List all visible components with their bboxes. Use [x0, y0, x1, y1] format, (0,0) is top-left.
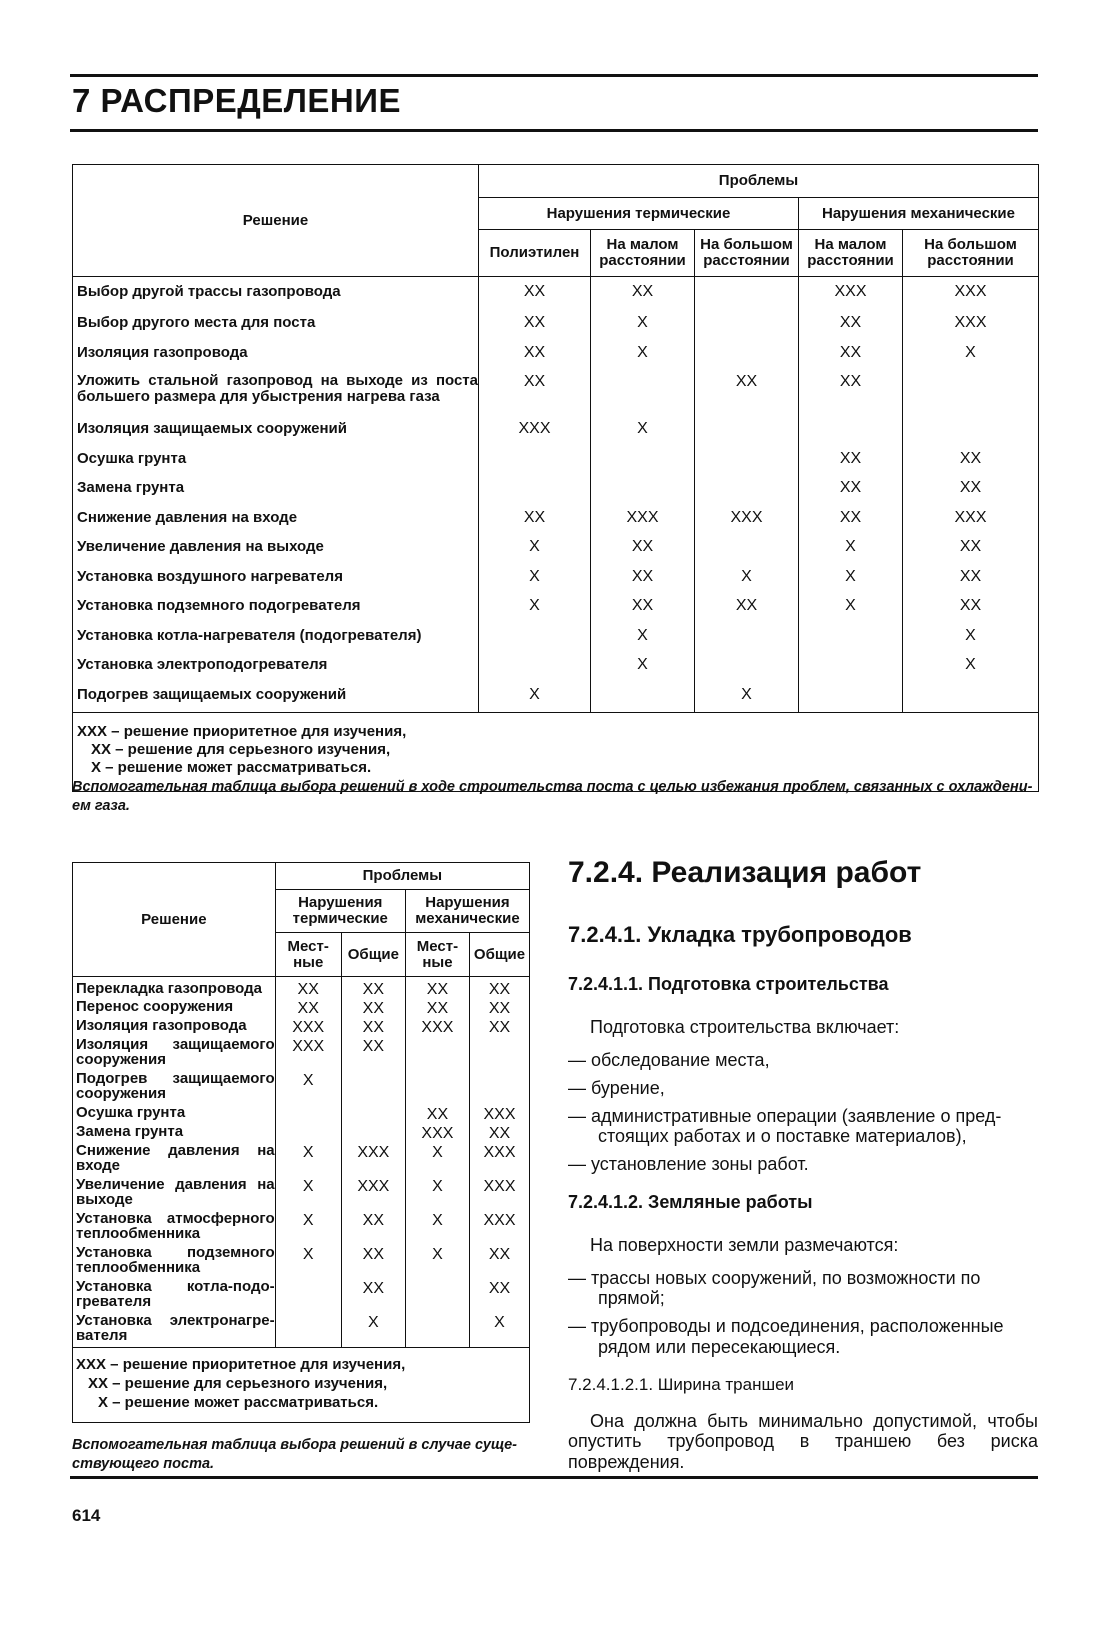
- rating-cell: [903, 370, 1039, 417]
- row-label: Установка подземного подогревателя: [73, 594, 479, 624]
- rating-cell: [479, 624, 591, 654]
- rating-cell: XXX: [469, 1143, 529, 1177]
- rating-cell: [695, 535, 799, 565]
- legend-xx: XX – решение для серьезного изучения,: [88, 1374, 388, 1392]
- row-label: Изоляция защищаемого сооружения: [73, 1037, 276, 1071]
- rating-cell: [275, 1105, 341, 1124]
- rating-cell: [799, 624, 903, 654]
- footer-rule: [70, 1476, 1038, 1479]
- table-row: [73, 999, 530, 1018]
- rating-cell: XX: [479, 311, 591, 341]
- rating-cell: [591, 683, 695, 713]
- list-item: — обследование места,: [568, 1049, 770, 1070]
- rating-cell: XX: [341, 1018, 405, 1037]
- rating-cell: XXX: [799, 277, 903, 312]
- header-problems: Проблемы: [275, 863, 529, 890]
- rating-cell: X: [275, 1245, 341, 1279]
- rating-cell: X: [591, 417, 695, 447]
- rating-cell: XX: [405, 999, 469, 1018]
- rating-cell: X: [695, 683, 799, 713]
- legend-xxx: XXX – решение приоритетное для изучения,: [77, 723, 407, 740]
- rating-cell: XX: [903, 565, 1039, 595]
- subheader-1: Общие: [341, 933, 405, 977]
- table-row: [73, 1211, 530, 1245]
- rating-cell: XX: [341, 1245, 405, 1279]
- rating-cell: X: [903, 653, 1039, 683]
- header-rule: [70, 129, 1038, 132]
- table1-caption: Вспомогательная таблица выбора решений в ходе строительства поста с целью избежания проблем, связанных с охлаждением газа.: [72, 779, 1033, 814]
- row-label: Уложить стальной газопровод на выходе из поста большего размера для убыстрения нагрева газа: [73, 370, 479, 417]
- rating-cell: XX: [469, 1279, 529, 1313]
- rating-cell: XX: [799, 476, 903, 506]
- row-label: Изоляция газопровода: [73, 1018, 276, 1037]
- paragraph: Подготовка строительства включает:: [590, 1017, 900, 1037]
- row-label: Увеличение давления на выходе: [73, 1177, 276, 1211]
- row-label: Установка воздушного нагревателя: [73, 565, 479, 595]
- table-legend: [73, 1348, 530, 1423]
- rating-cell: XXX: [341, 1177, 405, 1211]
- legend-x: X – решение может рассматриваться.: [98, 1393, 379, 1411]
- rating-cell: [591, 476, 695, 506]
- header-mechanical: Нарушения механические: [405, 890, 529, 933]
- row-label: Перекладка газопровода: [73, 977, 276, 1000]
- rating-cell: X: [405, 1177, 469, 1211]
- solutions-table-new-post: [72, 164, 1039, 792]
- row-label: Установка котла-нагревателя (подогревателя): [73, 624, 479, 654]
- rating-cell: [405, 1313, 469, 1348]
- rating-cell: XXX: [903, 506, 1039, 536]
- subheader-2: Мест-ные: [405, 933, 469, 977]
- table-row: [73, 476, 1039, 506]
- table-row: [73, 535, 1039, 565]
- rating-cell: XX: [405, 1105, 469, 1124]
- subheader-0: Мест-ные: [275, 933, 341, 977]
- rating-cell: [695, 653, 799, 683]
- rating-cell: XXX: [591, 506, 695, 536]
- row-label: Осушка грунта: [73, 1105, 276, 1124]
- rating-cell: XXX: [469, 1105, 529, 1124]
- rating-cell: X: [903, 341, 1039, 371]
- rating-cell: [903, 417, 1039, 447]
- table-row: [73, 594, 1039, 624]
- row-label: Выбор другого места для поста: [73, 311, 479, 341]
- rating-cell: [479, 476, 591, 506]
- rating-cell: [799, 417, 903, 447]
- header-problems: Проблемы: [479, 165, 1039, 198]
- rating-cell: XXX: [405, 1018, 469, 1037]
- heading-7-2-4: 7.2.4. Реализация работ: [568, 856, 922, 889]
- rating-cell: XX: [341, 1037, 405, 1071]
- rating-cell: XXX: [903, 277, 1039, 312]
- row-label: Изоляция газопровода: [73, 341, 479, 371]
- page-number: 614: [72, 1506, 101, 1525]
- rating-cell: X: [275, 1177, 341, 1211]
- rating-cell: XXX: [405, 1124, 469, 1143]
- rating-cell: X: [591, 341, 695, 371]
- table-row: [73, 683, 1039, 713]
- rating-cell: [591, 447, 695, 477]
- rating-cell: X: [799, 535, 903, 565]
- paragraph: Она должна быть минимально допустимой, чтобы опустить трубопровод в траншею без риска повреждения.: [568, 1410, 1038, 1473]
- rating-cell: XX: [799, 341, 903, 371]
- rating-cell: [479, 653, 591, 683]
- row-label: Установка электронагревателя: [73, 1313, 276, 1348]
- rating-cell: XX: [275, 977, 341, 1000]
- rating-cell: XXX: [341, 1143, 405, 1177]
- table-row: [73, 311, 1039, 341]
- rating-cell: X: [695, 565, 799, 595]
- rating-cell: X: [591, 624, 695, 654]
- subheader-3: Общие: [469, 933, 529, 977]
- table-row: [73, 447, 1039, 477]
- row-label: Выбор другой трассы газопровода: [73, 277, 479, 312]
- rating-cell: [799, 683, 903, 713]
- rating-cell: XX: [695, 370, 799, 417]
- rating-cell: X: [469, 1313, 529, 1348]
- table-row: [73, 1124, 530, 1143]
- table-row: [73, 277, 1039, 312]
- rating-cell: X: [799, 565, 903, 595]
- table-row: [73, 1037, 530, 1071]
- rating-cell: XX: [479, 341, 591, 371]
- row-label: Подогрев защищаемых сооружений: [73, 683, 479, 713]
- rating-cell: [695, 417, 799, 447]
- legend-x: X – решение может рассматриваться.: [91, 759, 372, 776]
- rating-cell: [799, 653, 903, 683]
- rating-cell: [275, 1124, 341, 1143]
- rating-cell: X: [799, 594, 903, 624]
- subheader-1: На малом расстоянии: [591, 230, 695, 277]
- heading-7-2-4-1-2-1: 7.2.4.1.2.1. Ширина траншеи: [568, 1374, 795, 1394]
- rating-cell: [591, 370, 695, 417]
- row-label: Осушка грунта: [73, 447, 479, 477]
- list-item: — трубопроводы и подсоединения, расположенные рядом или пересекающиеся.: [568, 1316, 1004, 1357]
- row-label: Замена грунта: [73, 1124, 276, 1143]
- rating-cell: X: [903, 624, 1039, 654]
- rating-cell: XX: [799, 311, 903, 341]
- rating-cell: XX: [469, 1124, 529, 1143]
- rating-cell: [469, 1037, 529, 1071]
- row-label: Подогрев защищаемого сооружения: [73, 1071, 276, 1105]
- rating-cell: X: [479, 535, 591, 565]
- rating-cell: XXX: [469, 1211, 529, 1245]
- rating-cell: [405, 1037, 469, 1071]
- rating-cell: XX: [405, 977, 469, 1000]
- rating-cell: X: [275, 1071, 341, 1105]
- rating-cell: X: [341, 1313, 405, 1348]
- row-label: Снижение давления на входе: [73, 1143, 276, 1177]
- rating-cell: [275, 1313, 341, 1348]
- rating-cell: XX: [341, 1211, 405, 1245]
- table-row: [73, 565, 1039, 595]
- paragraph: На поверхности земли размечаются:: [590, 1235, 899, 1256]
- header-mechanical: Нарушения механические: [799, 198, 1039, 230]
- rating-cell: [903, 683, 1039, 713]
- rating-cell: [341, 1071, 405, 1105]
- table-row: [73, 653, 1039, 683]
- rating-cell: XX: [591, 277, 695, 312]
- rating-cell: X: [405, 1245, 469, 1279]
- rating-cell: X: [591, 653, 695, 683]
- rating-cell: XX: [695, 594, 799, 624]
- rating-cell: [405, 1071, 469, 1105]
- header-thermal: Нарушения термические: [479, 198, 799, 230]
- rating-cell: XX: [591, 594, 695, 624]
- rating-cell: [695, 624, 799, 654]
- row-label: Установка котла-подогревателя: [73, 1279, 276, 1313]
- rating-cell: X: [479, 594, 591, 624]
- list-item: — установление зоны работ.: [568, 1154, 809, 1175]
- rating-cell: XX: [469, 999, 529, 1018]
- rating-cell: XX: [469, 1245, 529, 1279]
- rating-cell: [695, 341, 799, 371]
- heading-7-2-4-1-2: 7.2.4.1.2. Земляные работы: [568, 1192, 813, 1213]
- row-label: Установка подземного теплообменника: [73, 1245, 276, 1279]
- legend-xxx: XXX – решение приоритетное для изучения,: [76, 1356, 406, 1373]
- top-rule: [70, 74, 1038, 77]
- subheader-0: Полиэтилен: [479, 230, 591, 277]
- rating-cell: [275, 1279, 341, 1313]
- rating-cell: X: [591, 311, 695, 341]
- rating-cell: XXX: [903, 311, 1039, 341]
- table-row: [73, 341, 1039, 371]
- rating-cell: XXX: [469, 1177, 529, 1211]
- table-row: [73, 1313, 530, 1348]
- rating-cell: [695, 476, 799, 506]
- rating-cell: XX: [903, 535, 1039, 565]
- rating-cell: X: [405, 1143, 469, 1177]
- solutions-table-existing-post: [72, 862, 530, 1423]
- row-label: Увеличение давления на выходе: [73, 535, 479, 565]
- rating-cell: X: [275, 1211, 341, 1245]
- table-row: [73, 1018, 530, 1037]
- row-label: Установка атмосферного теплообменника: [73, 1211, 276, 1245]
- rating-cell: XX: [903, 476, 1039, 506]
- rating-cell: XX: [479, 370, 591, 417]
- rating-cell: XX: [341, 1279, 405, 1313]
- row-label: Замена грунта: [73, 476, 479, 506]
- rating-cell: XX: [469, 1018, 529, 1037]
- table-row: [73, 506, 1039, 536]
- rating-cell: XX: [903, 594, 1039, 624]
- row-label: Установка электроподогревателя: [73, 653, 479, 683]
- table-row: [73, 417, 1039, 447]
- section-text: [568, 856, 1038, 1485]
- rating-cell: XX: [341, 977, 405, 1000]
- rating-cell: XXX: [695, 506, 799, 536]
- table-row: [73, 370, 1039, 417]
- rating-cell: [341, 1124, 405, 1143]
- rating-cell: XX: [341, 999, 405, 1018]
- table2-caption: Вспомогательная таблица выбора решений в случае существующего поста.: [72, 1437, 517, 1472]
- rating-cell: [695, 311, 799, 341]
- subheader-4: На большом расстоянии: [903, 230, 1039, 277]
- table-row: [73, 1071, 530, 1105]
- list-preparation: [568, 1050, 1038, 1175]
- rating-cell: X: [479, 683, 591, 713]
- table-row: [73, 1177, 530, 1211]
- rating-cell: [479, 447, 591, 477]
- rating-cell: X: [275, 1143, 341, 1177]
- rating-cell: XX: [799, 447, 903, 477]
- rating-cell: XX: [591, 565, 695, 595]
- rating-cell: XX: [903, 447, 1039, 477]
- rating-cell: XX: [591, 535, 695, 565]
- subheader-2: На большом расстоянии: [695, 230, 799, 277]
- table-row: [73, 1105, 530, 1124]
- header-solution: Решение: [73, 863, 276, 977]
- legend-xx: XX – решение для серьезного изучения,: [91, 741, 391, 758]
- table-row: [73, 1279, 530, 1313]
- rating-cell: XXX: [479, 417, 591, 447]
- header-thermal: Нарушения термические: [275, 890, 405, 933]
- rating-cell: [695, 277, 799, 312]
- rating-cell: X: [405, 1211, 469, 1245]
- list-item: — бурение,: [568, 1077, 665, 1098]
- rating-cell: XX: [479, 506, 591, 536]
- table-row: [73, 1245, 530, 1279]
- row-label: Изоляция защищаемых сооружений: [73, 417, 479, 447]
- table-row: [73, 1143, 530, 1177]
- rating-cell: [469, 1071, 529, 1105]
- rating-cell: XX: [469, 977, 529, 1000]
- list-item: — трассы новых сооружений, по возможности по прямой;: [568, 1268, 981, 1309]
- rating-cell: XX: [799, 506, 903, 536]
- rating-cell: XX: [799, 370, 903, 417]
- chapter-title: 7 РАСПРЕДЕЛЕНИЕ: [72, 82, 401, 119]
- rating-cell: XXX: [275, 1018, 341, 1037]
- rating-cell: [695, 447, 799, 477]
- row-label: Перенос сооружения: [73, 999, 276, 1018]
- list-item: — административные операции (заявление о предстоящих работах и о поставке материалов),: [568, 1106, 1002, 1147]
- list-earthworks: [568, 1268, 1038, 1357]
- row-label: Снижение давления на входе: [73, 506, 479, 536]
- rating-cell: XX: [479, 277, 591, 312]
- subheader-3: На малом расстоянии: [799, 230, 903, 277]
- table-row: [73, 977, 530, 1000]
- rating-cell: XX: [275, 999, 341, 1018]
- rating-cell: [341, 1105, 405, 1124]
- rating-cell: [405, 1279, 469, 1313]
- heading-7-2-4-1: 7.2.4.1. Укладка трубопроводов: [568, 922, 912, 947]
- heading-7-2-4-1-1: 7.2.4.1.1. Подготовка строительства: [568, 974, 889, 994]
- header-solution: Решение: [73, 165, 479, 277]
- rating-cell: X: [479, 565, 591, 595]
- rating-cell: XXX: [275, 1037, 341, 1071]
- table-row: [73, 624, 1039, 654]
